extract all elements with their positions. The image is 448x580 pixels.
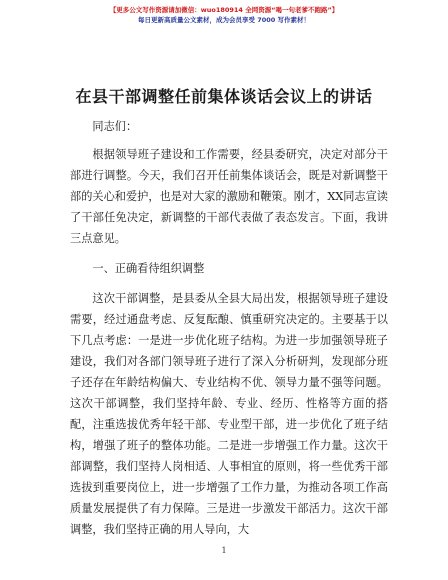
document-title: 在县干部调整任前集体谈话会议上的讲话 (75, 87, 373, 106)
document-body (70, 116, 388, 540)
salutation: 同志们： (92, 120, 138, 133)
promo-banner-line-1: 【更多公文写作资源请加微信：wuo180914 全网资源“喝一句老爹不跑路”】 (109, 6, 339, 14)
section-heading: 一、正确看待组织调整 (92, 262, 205, 275)
intro-paragraph: 根据领导班子建设和工作需要，经县委研究，决定对部分干部进行调整。今天，我们召开任前集体谈话会，既是对新调整干部的关心和爱护，也是对大家的激励和鞭策。刚才，XX同志宣读了干部任免决定，新调整的干部代表做了表态发言。下面，我讲三点意见。 (70, 148, 388, 245)
page-number: 1 (221, 546, 227, 555)
section-paragraph: 这次干部调整，是县委从全县大局出发，根据领导班子建设需要，经过通盘考虑、反复酝酿、慎重研究决定的。主要基于以下几点考虑：一是进一步优化班子结构。为进一步加强领导班子建设，我们对各部门领导班子进行了深入分析研判，发现部分班子还存在年龄结构偏大、专业结构不优、领导力量不强等问题。这次干部调整，我们坚持年龄、专业、经历、性格等方面的搭配，注重选拔优秀年轻干部、专业型干部，进一步优化了班子结构，增强了班子的整体功能。二是进一步增强工作力量。这次干部调整，我们坚持人岗相适、人事相宜的原则，将一些优秀干部选拔到重要岗位上，进一步增强了工作力量，为推动各项工作高质量发展提供了有力保障。三是进一步激发干部活力。这次干部调整，我们坚持正确的用人导向，大 (70, 292, 388, 536)
promo-banner-line-2: 每日更新高质量公文素材，成为会员享受 7000 写作素材！ (137, 16, 311, 24)
